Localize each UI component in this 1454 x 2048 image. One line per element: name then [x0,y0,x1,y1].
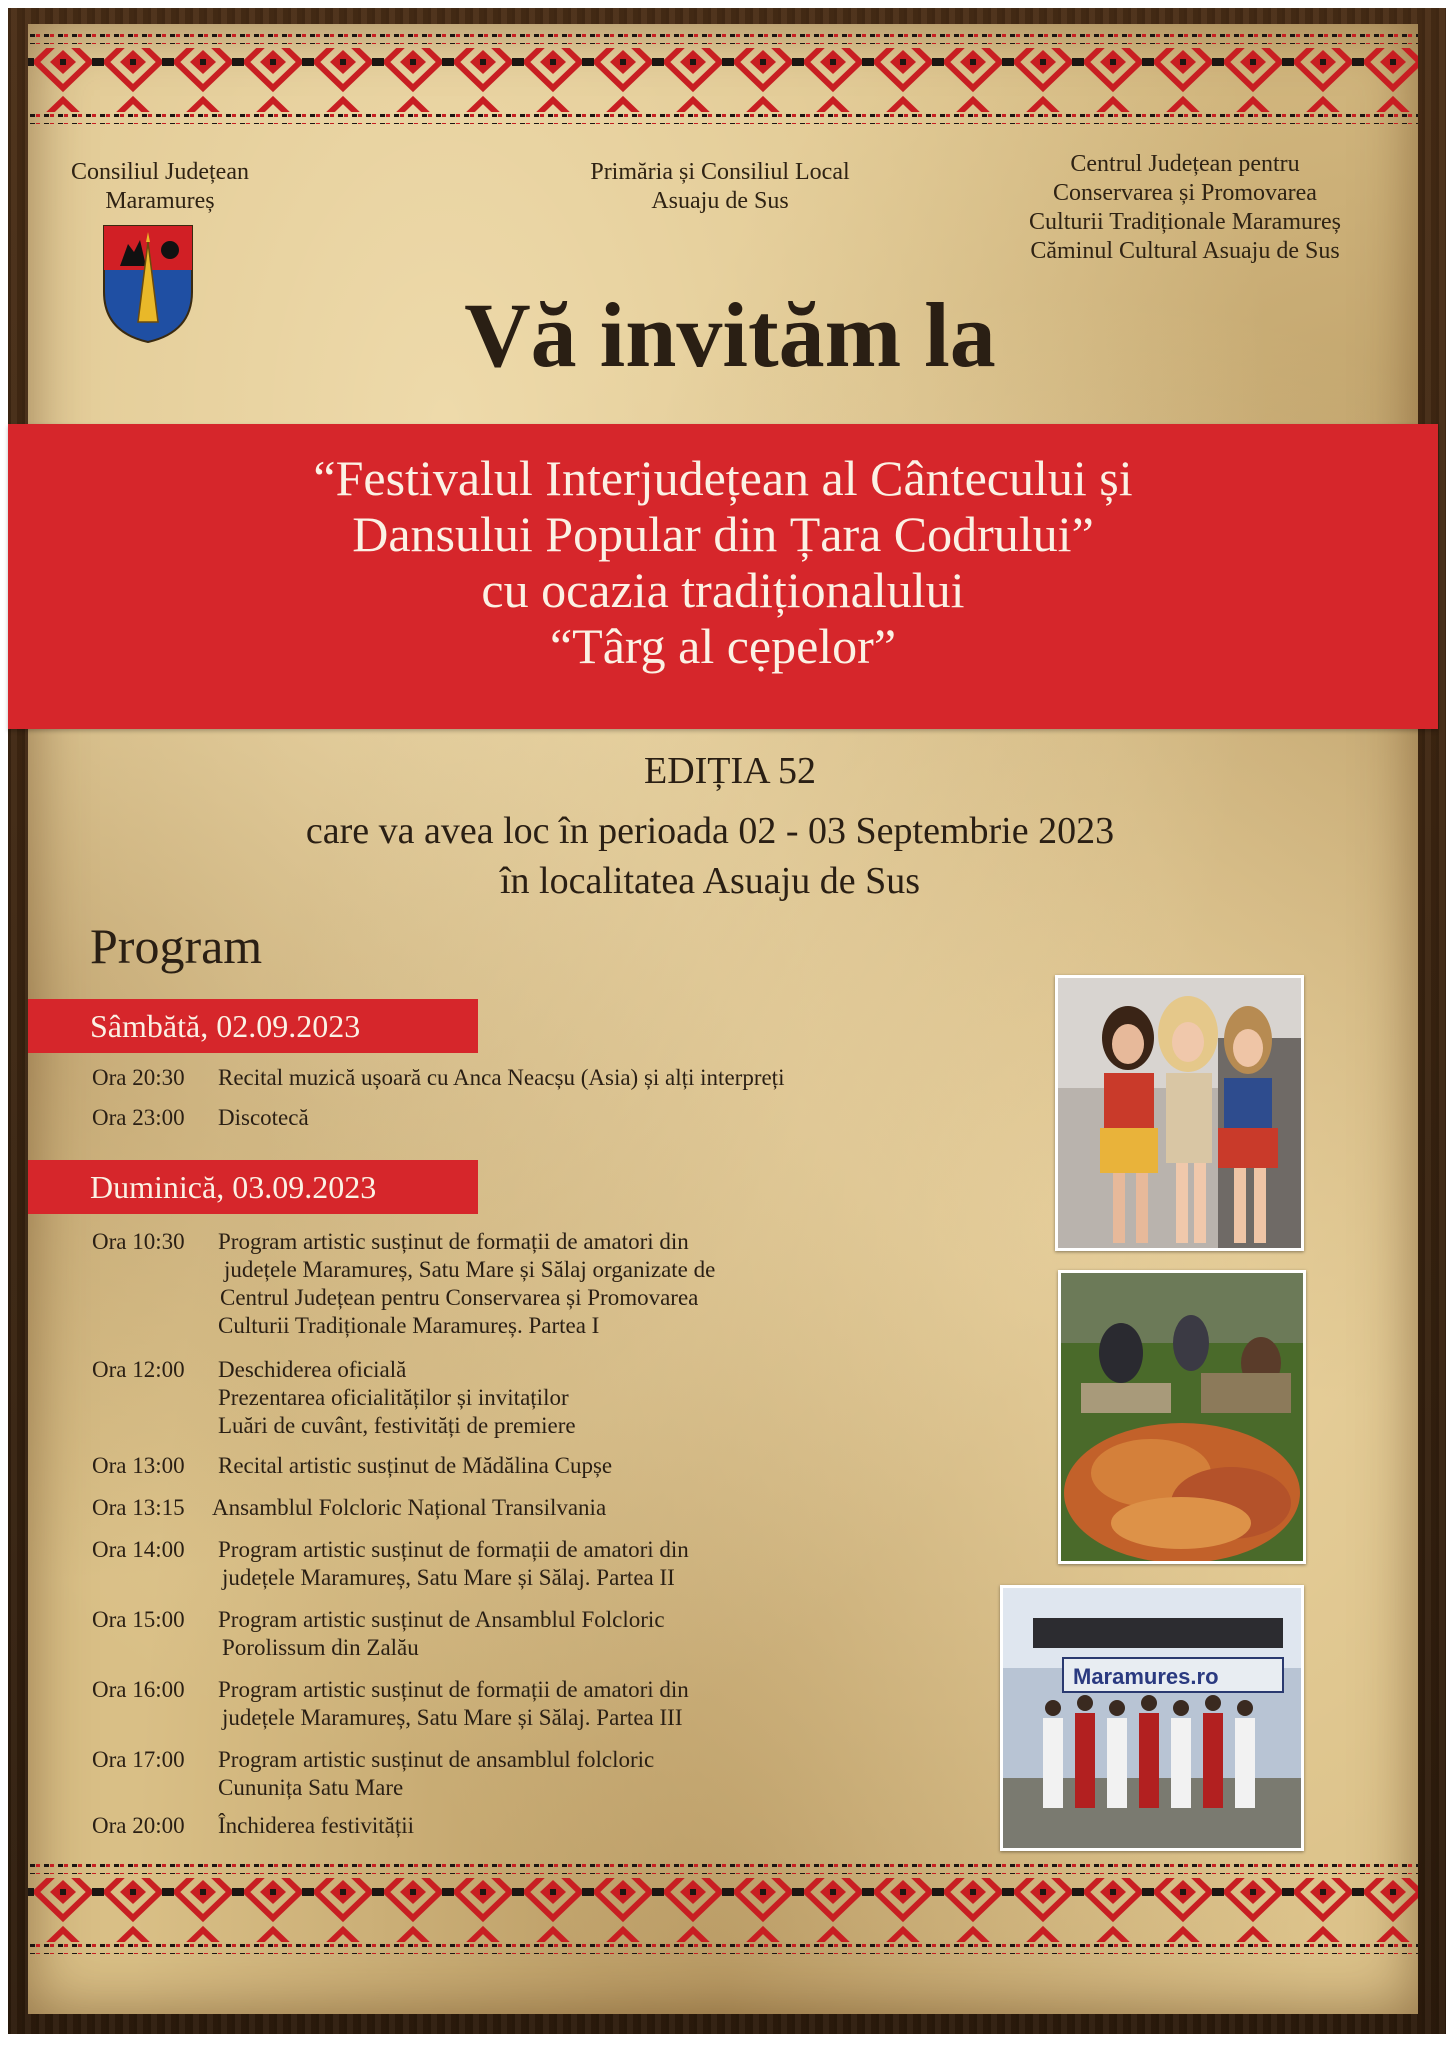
program-event [92,1494,606,1522]
program-event [92,1676,689,1732]
event-description: Centrul Județean pentru Conservarea și Promovarea [220,1285,699,1310]
org-centrul-judetean [990,150,1380,266]
festival-title-line: cu ocazia tradiționalului [481,562,965,618]
onion-fair-photo [1058,1270,1306,1564]
event-description: Program artistic susținut de Ansamblul Folcloric [218,1607,665,1632]
org-line: Centrul Județean pentru [1070,151,1300,177]
org-line: Conservarea și Promovarea [1053,180,1317,206]
event-time: Ora 20:30 [92,1065,185,1090]
event-description: Discotecă [218,1105,309,1130]
event-time: Ora 23:00 [92,1105,185,1130]
day-header-saturday: Sâmbătă, 02.09.2023 [28,999,478,1053]
event-description: Deschiderea oficială [218,1357,407,1382]
singers-photo [1055,975,1304,1251]
event-description: Program artistic susținut de formații de amatori din [218,1537,689,1562]
event-description: Recital muzică ușoară cu Anca Neacșu (Asia) și alți interpreți [218,1065,785,1090]
event-description: județele Maramureș, Satu Mare și Sălaj. Partea III [222,1705,683,1730]
festival-title-line: “Festivalul Interjudețean al Cântecului și [313,450,1133,506]
org-line: Primăria și Consiliul Local [590,159,850,185]
program-event [92,1228,715,1340]
locality-text: în localitatea Asuaju de Sus [499,860,921,902]
festival-title-line: “Târg al cẹpelor” [549,618,897,674]
event-description: județele Maramureș, Satu Mare și Sălaj. Partea II [222,1565,675,1590]
event-time: Ora 15:00 [92,1607,185,1632]
event-description: Luări de cuvânt, festivități de premiere [218,1413,576,1438]
event-description: Recital artistic susținut de Mădălina Cupșe [218,1453,613,1478]
program-event [92,1064,784,1092]
festival-title-band [8,424,1438,729]
event-time: Ora 14:00 [92,1537,185,1562]
day-header-sunday: Duminică, 03.09.2023 [28,1160,478,1214]
event-time: Ora 13:00 [92,1453,185,1478]
invite-title: Vă invităm la [464,284,996,386]
bottom-embroidery-border [28,1860,1418,1956]
event-description: județele Maramureș, Satu Mare și Sălaj organizate de [224,1257,716,1282]
event-time: Ora 10:30 [92,1229,185,1254]
event-description: Program artistic susținut de ansamblul folcloric [218,1747,655,1772]
event-description: Program artistic susținut de formații de amatori din [218,1229,689,1254]
program-event [92,1746,654,1802]
period-text: care va avea loc în perioada 02 - 03 Septembrie 2023 [305,810,1115,852]
program-heading: Program [90,918,263,974]
org-line: Asuaju de Sus [651,188,789,214]
stage-banner-text: Maramures.ro [1073,1664,1219,1689]
festival-title-line: Dansului Popular din Țara Codrului” [352,506,1094,562]
event-description: Cununița Satu Mare [218,1775,404,1800]
event-description: Culturii Tradiționale Maramureș. Partea I [218,1313,600,1338]
org-line: Consiliul Județean [71,159,249,185]
program-event [92,1452,612,1480]
event-time: Ora 16:00 [92,1677,185,1702]
program-event [92,1536,689,1592]
event-description: Prezentarea oficialităților și invitaților [218,1385,569,1410]
maramures-crest-icon [100,222,196,346]
event-description: Închiderea festivității [218,1813,415,1838]
org-line: Căminul Cultural Asuaju de Sus [1030,238,1340,264]
program-event [92,1812,414,1840]
event-time: Ora 17:00 [92,1747,185,1772]
org-line: Culturii Tradiționale Maramureș [1029,209,1341,235]
event-description: Porolissum din Zalău [222,1635,419,1660]
program-event [92,1606,665,1662]
org-primaria [560,158,880,216]
event-description: Ansamblul Folcloric Național Transilvania [212,1495,607,1520]
event-time: Ora 13:15 [92,1495,185,1520]
program-event [92,1356,576,1440]
edition-label: EDIȚIA 52 [643,750,817,792]
org-line: Maramureș [105,188,215,214]
event-time: Ora 12:00 [92,1357,185,1382]
event-time: Ora 20:00 [92,1813,185,1838]
stage-dancers-photo [1000,1585,1304,1851]
top-embroidery-border [28,30,1418,126]
org-consiliul-judetean [40,158,280,216]
event-description: Program artistic susținut de formații de amatori din [218,1677,689,1702]
program-event [92,1104,309,1132]
